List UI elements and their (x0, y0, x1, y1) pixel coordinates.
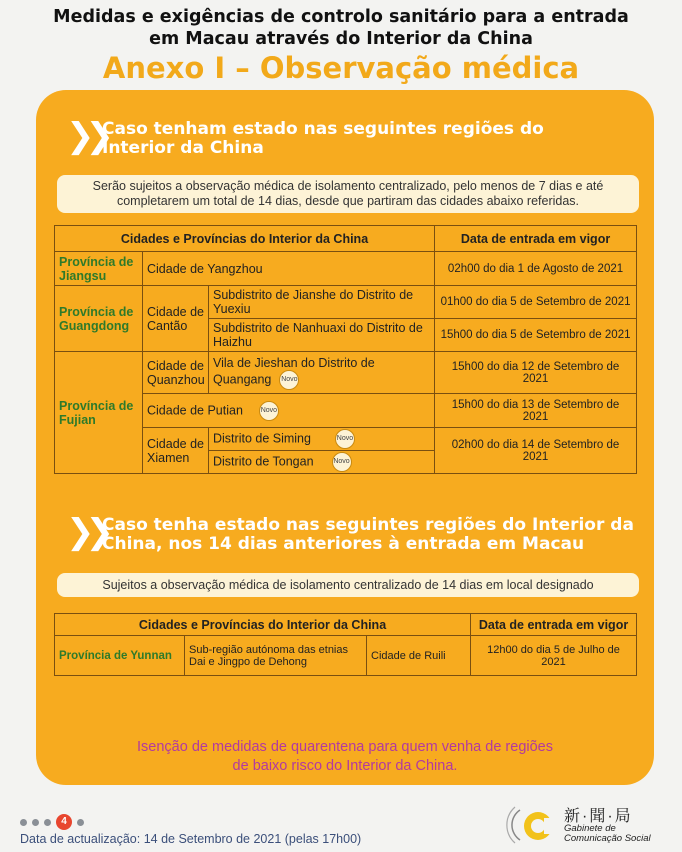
page-dot[interactable] (20, 819, 27, 826)
city-yangzhou: Cidade de Yangzhou (143, 252, 435, 286)
exemption-note (36, 738, 654, 776)
exemption-line-2: de baixo risco do Interior da China. (232, 758, 458, 774)
date-quanzhou: 15h00 do dia 12 de Setembro de 2021 (435, 352, 637, 394)
district-tongan-label: Distrito de Tongan (213, 454, 314, 469)
logo-portuguese-text (564, 824, 651, 844)
subdistrict-nanhuaxi: Subdistrito de Nanhuaxi do Distrito de Haizhu (209, 319, 435, 352)
date-ruili: 12h00 do dia 5 de Julho de 2021 (471, 636, 637, 676)
new-badge: Novo (259, 401, 279, 421)
section1-heading (66, 116, 646, 158)
col-header-date: Data de entrada em vigor (435, 226, 637, 252)
subdistrict-jianshe: Subdistrito de Jianshe do Distrito de Yuexiu (209, 286, 435, 319)
col-header-date: Data de entrada em vigor (471, 614, 637, 636)
col-header-region: Cidades e Províncias do Interior da China (55, 226, 435, 252)
page-dot[interactable] (32, 819, 39, 826)
page-header (0, 6, 682, 85)
gcs-logo-icon (506, 800, 562, 850)
subregion-dehong: Sub-região autónoma das etnias Dai e Jingpo de Dehong (185, 636, 367, 676)
date-xiamen: 02h00 do dia 14 de Setembro de 2021 (435, 428, 637, 474)
city-xiamen: Cidade de Xiamen (143, 428, 209, 474)
double-chevron-icon: ❯❯ (66, 512, 105, 552)
section2-note-text: Sujeitos a observação médica de isolamento centralizado de 14 dias em local designado (102, 577, 594, 592)
logo-chinese-text: 新·聞·局 (564, 808, 633, 825)
section1-note-line-2: completarem um total de 14 dias, desde que partiram das cidades abaixo referidas. (116, 194, 580, 208)
section2-title-line-1: Caso tenha estado nas seguintes regiões do Interior da (102, 515, 634, 535)
date-putian: 15h00 do dia 13 de Setembro de 2021 (435, 394, 637, 428)
new-badge: Novo (335, 429, 355, 449)
page-dot[interactable] (44, 819, 51, 826)
section1-table (54, 225, 637, 474)
province-guangdong: Província de Guangdong (55, 286, 143, 352)
vila-jieshan-label: Vila de Jieshan do Distrito de Quangang (213, 355, 375, 386)
logo-pt-line-2: Comunicação Social (564, 833, 651, 844)
district-tongan (209, 451, 435, 474)
city-putian-label: Cidade de Putian (147, 402, 243, 417)
double-chevron-icon: ❯❯ (66, 116, 105, 156)
section2-note (57, 573, 639, 597)
section2-heading (66, 512, 646, 554)
date-nanhuaxi: 15h00 do dia 5 de Setembro de 2021 (435, 319, 637, 352)
province-jiangsu: Província de Jiangsu (55, 252, 143, 286)
city-quanzhou: Cidade de Quanzhou (143, 352, 209, 394)
section1-note-line-1: Serão sujeitos a observação médica de isolamento centralizado, pelo menos de 7 dias e até (92, 179, 604, 193)
new-badge: Novo (332, 452, 352, 472)
section1-title-line-1: Caso tenham estado nas seguintes regiões do (102, 119, 544, 139)
city-putian (143, 394, 435, 428)
date-yangzhou: 02h00 do dia 1 de Agosto de 2021 (435, 252, 637, 286)
col-header-region: Cidades e Províncias do Interior da China (55, 614, 471, 636)
logo-pt-line-1: Gabinete de (564, 823, 616, 834)
gcs-logo (506, 800, 676, 850)
title-line-1: Medidas e exigências de controlo sanitário para a entrada (53, 7, 629, 27)
section2-table (54, 613, 637, 676)
vila-jieshan (209, 352, 435, 394)
exemption-line-1: Isenção de medidas de quarentena para quem venha de regiões (137, 739, 553, 755)
district-siming (209, 428, 435, 451)
province-yunnan: Província de Yunnan (55, 636, 185, 676)
section1-note (57, 175, 639, 213)
district-siming-label: Distrito de Siming (213, 431, 311, 446)
province-fujian: Província de Fujian (55, 352, 143, 474)
current-page-indicator[interactable]: 4 (56, 814, 72, 830)
section1-title-line-2: Interior da China (102, 138, 264, 158)
pagination[interactable] (20, 814, 89, 830)
section2-title-line-2: China, nos 14 dias anteriores à entrada em Macau (102, 534, 585, 554)
city-cantao: Cidade de Cantão (143, 286, 209, 352)
new-badge: Novo (279, 370, 299, 390)
city-ruili: Cidade de Ruili (367, 636, 471, 676)
date-jianshe: 01h00 do dia 5 de Setembro de 2021 (435, 286, 637, 319)
annex-title: Anexo I – Observação médica (102, 51, 580, 85)
last-updated: Data de actualização: 14 de Setembro de 2021 (pelas 17h00) (20, 832, 362, 846)
page-dot[interactable] (77, 819, 84, 826)
title-line-2: em Macau através do Interior da China (149, 29, 533, 49)
